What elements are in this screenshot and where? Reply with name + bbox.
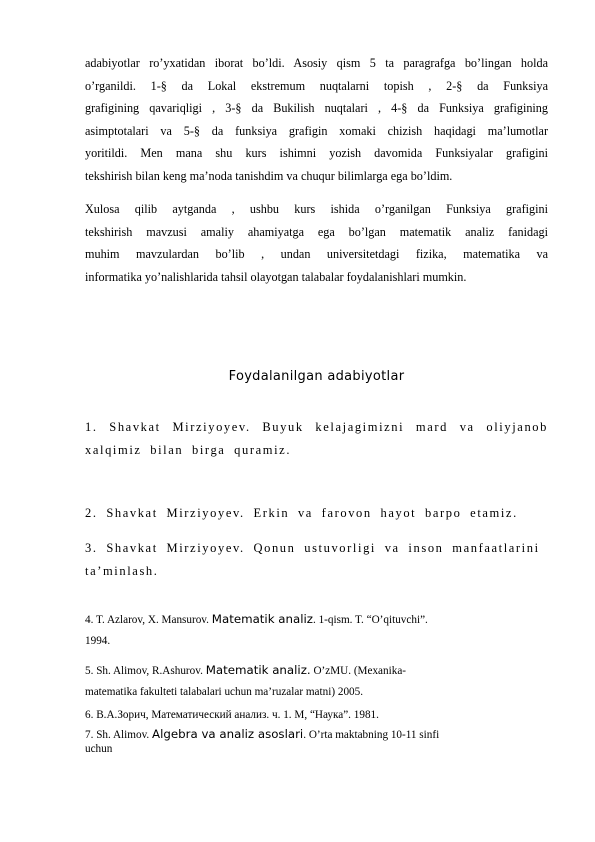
intro-line: yoritildi. Men mana shu kurs ishimni yozish davomida Funksiyalar grafigini bbox=[85, 146, 548, 161]
reference-text: xalqimiz bilan birga quramiz. bbox=[85, 443, 292, 457]
reference-text: matematika fakulteti talabalari uchun ma’ruzalar matni) 2005. bbox=[85, 685, 364, 698]
intro-line: o’rganildi. 1-§ da Lokal ekstremum nuqtalarni topish , 2-§ da Funksiya bbox=[85, 78, 548, 93]
reference-text: 6. В.А.Зорич, Математический анализ. ч. 1. М, “Наука”. 1981. bbox=[85, 709, 379, 721]
reference-number: 2. bbox=[85, 506, 98, 520]
reference-number: 1. bbox=[85, 420, 98, 434]
reference-title: Matematik analiz bbox=[211, 612, 313, 626]
conclusion-line: tekshirish mavzusi amaliy ahamiyatga ega bo’lgan matematik analiz fanidagi bbox=[85, 224, 548, 239]
reference-text: Shavkat Mirziyoyev. Buyuk kelajagimizni mard va oliyjanob bbox=[109, 420, 548, 434]
reference-item bbox=[85, 502, 548, 525]
reference-text: 4. T. Azlarov, X. Mansurov. bbox=[85, 614, 212, 626]
reference-text: 7. Sh. Alimov. bbox=[85, 729, 153, 741]
references-heading: Foydalanilgan adabiyotlar bbox=[228, 369, 405, 384]
reference-item bbox=[85, 416, 548, 462]
conclusion-line: muhim mavzulardan bo’lib , undan universitetdagi fizika, matematika va bbox=[85, 247, 548, 262]
intro-paragraph bbox=[85, 52, 548, 188]
intro-line: adabiyotlar ro’yxatidan iborat bo’ldi. Asosiy qism 5 ta paragrafga bo’lingan holda bbox=[85, 56, 548, 70]
conclusion-last-line: informatika yo’nalishlarida tahsil olayotgan talabalar foydalanishlari mumkin. bbox=[85, 269, 467, 284]
conclusion-line: Xulosa qilib aytganda , ushbu kurs ishida o’rganilgan Funksiya grafigini bbox=[85, 202, 548, 216]
reference-text: Shavkat Mirziyoyev. Qonun ustuvorligi va inson manfaatlarini bbox=[106, 541, 540, 555]
intro-line: asimptotalari va 5-§ da funksiya grafigin xomaki chizish haqidagi ma’lumotlar bbox=[85, 123, 548, 138]
conclusion-paragraph bbox=[85, 198, 548, 288]
reference-text: . O’rta maktabning 10-11 sinfi bbox=[303, 729, 440, 741]
reference-title: Matematik analiz. bbox=[205, 663, 311, 677]
reference-item bbox=[85, 660, 548, 702]
reference-item bbox=[85, 537, 548, 583]
reference-text: uchun bbox=[85, 743, 113, 755]
reference-text: Shavkat Mirziyoyev. Erkin va farovon hayot barpo etamiz. bbox=[106, 506, 518, 520]
reference-item bbox=[85, 609, 548, 651]
reference-text: 5. Sh. Alimov, R.Ashurov. bbox=[85, 665, 206, 677]
reference-text: O’zMU. (Mexanika- bbox=[310, 665, 407, 677]
intro-last-line: tekshirish bilan keng ma’noda tanishdim va chuqur bilimlarga ega bo’ldim. bbox=[85, 168, 453, 183]
intro-line: grafigining qavariqligi , 3-§ da Bukilish nuqtalari , 4-§ da Funksiya grafigining bbox=[85, 101, 548, 116]
reference-item bbox=[85, 727, 548, 756]
reference-item bbox=[85, 705, 548, 726]
reference-text: ta’minlash. bbox=[85, 564, 159, 578]
reference-number: 3. bbox=[85, 541, 98, 555]
reference-text: 1994. bbox=[85, 634, 111, 647]
reference-text: . 1-qism. T. “O’qituvchi”. bbox=[312, 614, 428, 626]
reference-title: Algebra va analiz asoslari bbox=[152, 727, 304, 741]
